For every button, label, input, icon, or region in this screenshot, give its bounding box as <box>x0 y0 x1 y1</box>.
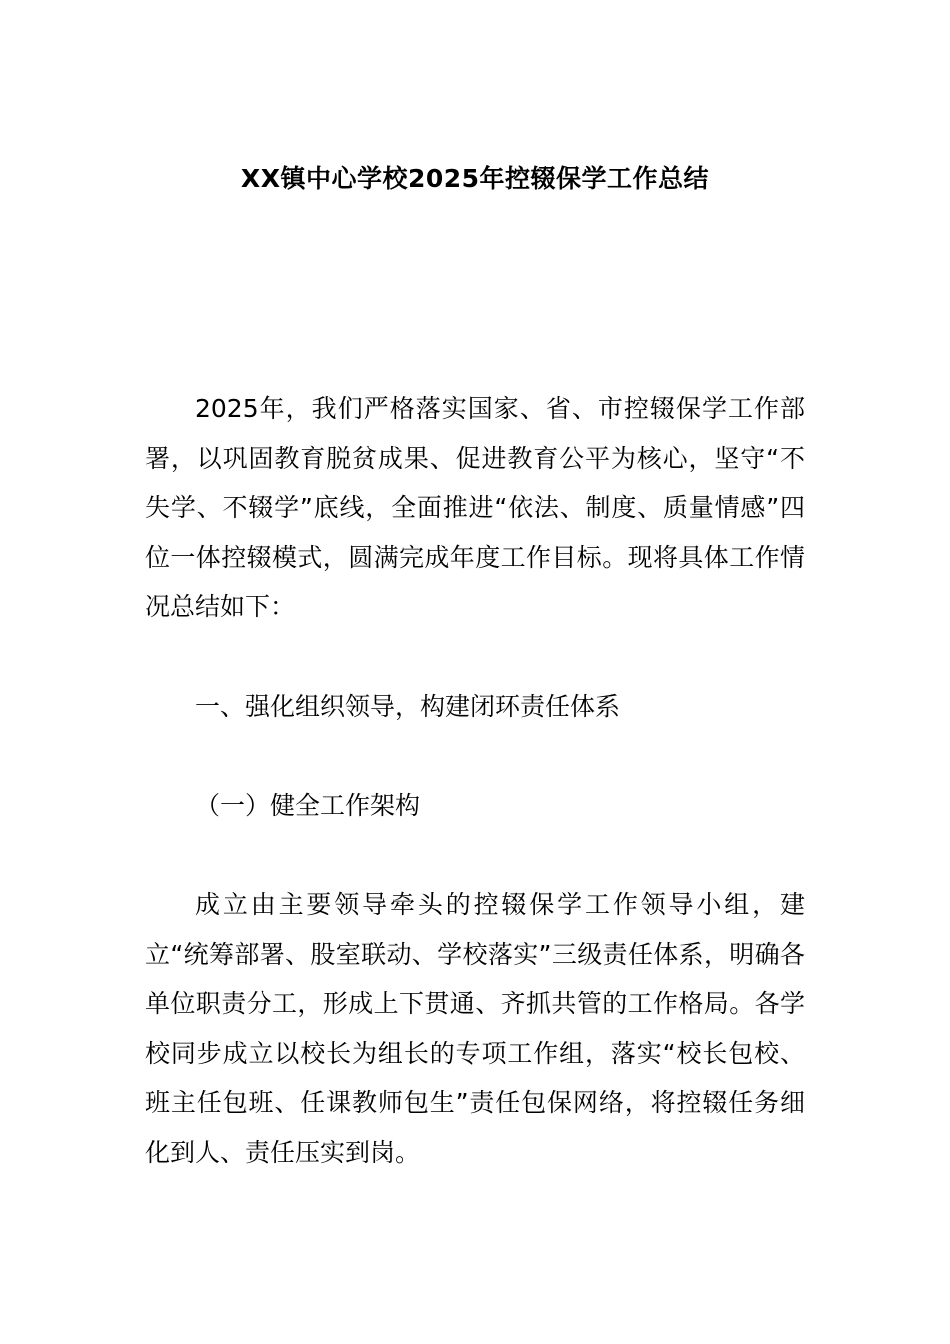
intro-paragraph: 2025年，我们严格落实国家、省、市控辍保学工作部署，以巩固教育脱贫成果、促进教育公平为核心，坚守“不失学、不辍学”底线，全面推进“依法、制度、质量情感”四位一体控辍模式，圆满完成年度工作目标。现将具体工作情况总结如下： <box>145 394 805 621</box>
document-title: XX镇中心学校2025年控辍保学工作总结 <box>240 164 710 193</box>
section-heading-1: 一、强化组织领导，构建闭环责任体系 <box>195 692 621 721</box>
subsection-heading-1: （一）健全工作架构 <box>195 791 421 820</box>
body-paragraph: 成立由主要领导牵头的控辍保学工作领导小组，建立“统筹部署、股室联动、学校落实”三级责任体系，明确各单位职责分工，形成上下贯通、齐抓共管的工作格局。各学校同步成立以校长为组长的专项工作组，落实“校长包校、班主任包班、任课教师包生”责任包保网络，将控辍任务细化到人、责任压实到岗。 <box>145 890 805 1167</box>
